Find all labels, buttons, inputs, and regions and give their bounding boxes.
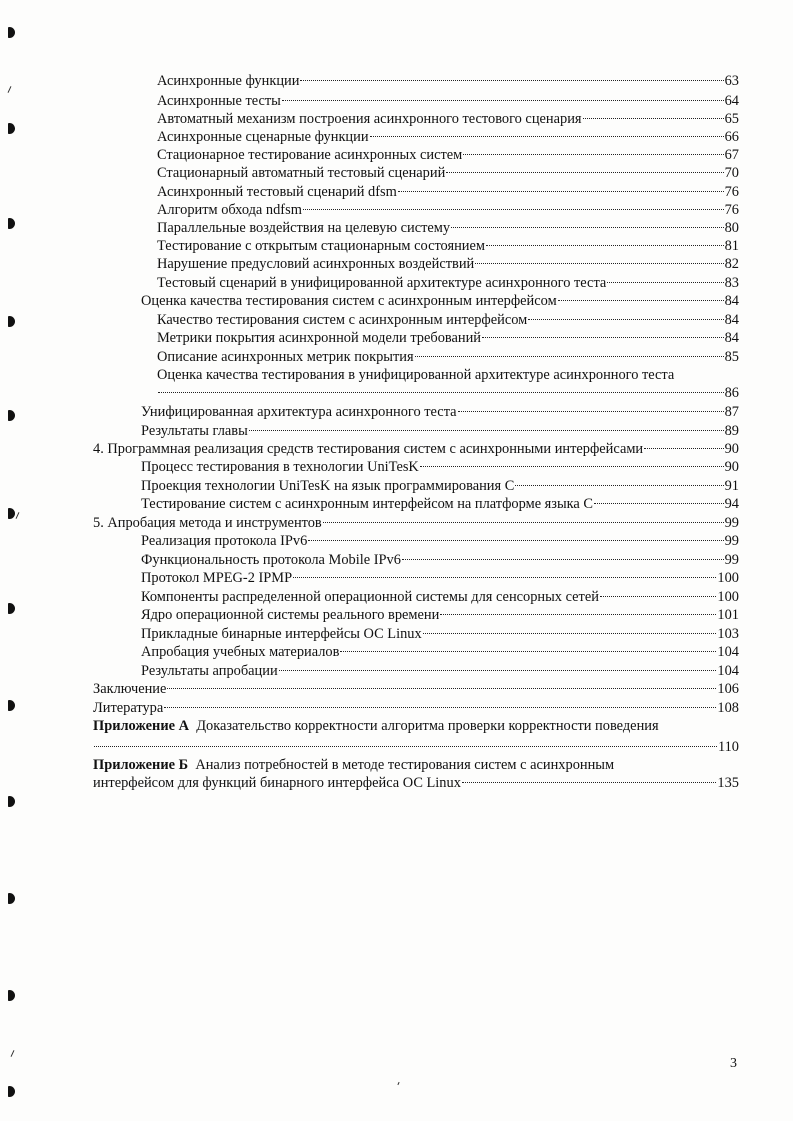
toc-entry-title: Стационарный автоматный тестовый сценарий (157, 165, 446, 181)
toc-entry-page: 103 (717, 626, 739, 642)
dot-leader (370, 136, 724, 137)
dot-leader (463, 154, 723, 155)
dot-leader (607, 282, 723, 283)
dot-leader (486, 245, 724, 246)
dot-leader (462, 782, 717, 783)
toc-entry (141, 662, 739, 680)
toc-entry-page: 87 (724, 404, 739, 420)
toc-entry-page: 90 (724, 459, 739, 475)
toc-entry-title: Оценка качества тестирования в унифицированной архитектуре асинхронного теста (157, 367, 675, 383)
toc-entry-page: 99 (724, 552, 739, 568)
toc-entry-page: 80 (724, 220, 739, 236)
toc-entry-title: Асинхронные тесты (157, 93, 281, 109)
toc-entry (157, 237, 739, 255)
dot-leader (644, 448, 723, 449)
toc-entry (141, 532, 739, 550)
toc-entry-title: Проекция технологии UniTesK на язык программирования С (141, 478, 515, 494)
toc-entry (157, 164, 739, 182)
toc-entry-page: 104 (717, 644, 739, 660)
appendix-a-heading (93, 717, 739, 735)
dot-leader (340, 651, 716, 652)
toc-entry (157, 92, 739, 110)
toc-entry-title: Асинхронные функции (157, 73, 300, 89)
toc-entry-leader-row (93, 738, 739, 756)
toc-entry-title: Асинхронные сценарные функции (157, 129, 369, 145)
toc-entry-title: Стационарное тестирование асинхронных систем (157, 147, 463, 163)
toc-entry (141, 551, 739, 569)
toc-entry-page: 101 (717, 607, 739, 623)
toc-entry (157, 72, 739, 90)
toc-entry (157, 183, 739, 201)
toc-entry (157, 110, 739, 128)
toc-entry-page: 82 (724, 256, 739, 272)
toc-entry (141, 477, 739, 495)
dot-leader (282, 100, 724, 101)
dot-leader (323, 522, 724, 523)
dot-leader (446, 172, 723, 173)
toc-entry (141, 422, 739, 440)
toc-entry-title: Метрики покрытия асинхронной модели требований (157, 330, 481, 346)
toc-entry-page: 135 (717, 775, 739, 791)
toc-entry-page: 63 (724, 73, 739, 89)
toc-entry-page: 100 (717, 589, 739, 605)
toc-entry (141, 625, 739, 643)
toc-entry-title: Тестирование систем с асинхронным интерфейсом на платформе языка С (141, 496, 594, 512)
toc-entry-title: Алгоритм обхода ndfsm (157, 202, 302, 218)
toc-entry-page: 76 (724, 184, 739, 200)
toc-entry-page: 84 (724, 293, 739, 309)
toc-entry-title: Качество тестирования систем с асинхронным интерфейсом (157, 312, 528, 328)
dot-leader (415, 356, 724, 357)
dot-leader (300, 80, 723, 81)
dot-leader (420, 466, 724, 467)
toc-entry-leader-row (93, 774, 739, 792)
toc-entry-title: Результаты главы (141, 423, 248, 439)
toc-entry (157, 128, 739, 146)
toc-entry-title: 5. Апробация метода и инструментов (93, 515, 322, 531)
toc-entry-title: Тестовый сценарий в унифицированной архитектуре асинхронного теста (157, 275, 607, 291)
toc-entry (157, 201, 739, 219)
toc-entry (157, 219, 739, 237)
toc-entry-title: Оценка качества тестирования систем с асинхронным интерфейсом (141, 293, 557, 309)
toc-entry (157, 311, 739, 329)
toc-entry-page: 70 (724, 165, 739, 181)
toc-entry-title: Результаты апробации (141, 663, 278, 679)
dot-leader (158, 392, 724, 393)
dot-leader (167, 688, 716, 689)
toc-entry-title: 4. Программная реализация средств тестирования систем с асинхронными интерфейсами (93, 441, 644, 457)
dot-leader (398, 191, 724, 192)
toc-entry (141, 458, 739, 476)
toc-entry-title: Описание асинхронных метрик покрытия (157, 349, 414, 365)
toc-entry-page: 64 (724, 93, 739, 109)
toc-entry-title: Анализ потребностей в методе тестирования систем с асинхронным (195, 757, 615, 773)
toc-entry-page: 81 (724, 238, 739, 254)
dot-leader (583, 118, 724, 119)
toc-entry (93, 680, 739, 698)
toc-entry-title: Унифицированная архитектура асинхронного теста (141, 404, 457, 420)
toc-entry (141, 569, 739, 587)
toc-entry-page: 91 (724, 478, 739, 494)
toc-entry-page: 99 (724, 515, 739, 531)
toc-entry (157, 329, 739, 347)
toc-entry-title: Функциональность протокола Mobile IPv6 (141, 552, 401, 568)
toc-entry-page: 76 (724, 202, 739, 218)
toc-entry-page: 66 (724, 129, 739, 145)
toc-entry (141, 643, 739, 661)
toc-entry-title: Процесс тестирования в технологии UniTesK (141, 459, 419, 475)
dot-leader (594, 503, 724, 504)
dot-leader (279, 670, 717, 671)
toc-entry-title: Компоненты распределенной операционной системы для сенсорных сетей (141, 589, 599, 605)
toc-entry-title-continued: интерфейсом для функций бинарного интерфейса ОС Linux (93, 775, 461, 791)
dot-leader (482, 337, 724, 338)
dot-leader (528, 319, 723, 320)
toc-entry-title: Литература (93, 700, 164, 716)
toc-entry-title: Нарушение предусловий асинхронных воздействий (157, 256, 475, 272)
toc-entry (157, 366, 739, 402)
toc-entry-leader-row (157, 384, 739, 402)
toc-entry-title: Тестирование с открытым стационарным состоянием (157, 238, 485, 254)
toc-entry (157, 348, 739, 366)
toc-entry-page: 99 (724, 533, 739, 549)
toc-entry-page: 85 (724, 349, 739, 365)
dot-leader (440, 614, 716, 615)
toc-entry-appendix-b (93, 756, 739, 792)
toc-entry (141, 588, 739, 606)
dot-leader (303, 209, 724, 210)
dot-leader (308, 540, 723, 541)
toc-entry-page: 94 (724, 496, 739, 512)
toc-entry-title: Протокол MPEG-2 IPMP (141, 570, 293, 586)
dot-leader (515, 485, 723, 486)
toc-entry-page: 106 (717, 681, 739, 697)
toc-entry-title: Реализация протокола IPv6 (141, 533, 308, 549)
toc-entry (141, 606, 739, 624)
toc-entry-page: 86 (724, 385, 739, 401)
dot-leader (475, 263, 723, 264)
toc-entry-title: Заключение (93, 681, 167, 697)
toc-entry (157, 274, 739, 292)
toc-entry-title: Ядро операционной системы реального времени (141, 607, 440, 623)
toc-entry-page: 104 (717, 663, 739, 679)
toc-entry-title: Прикладные бинарные интерфейсы ОС Linux (141, 626, 422, 642)
dot-leader (402, 559, 724, 560)
toc-entry-title: Доказательство корректности алгоритма проверки корректности поведения (196, 718, 659, 734)
toc-entry-page: 67 (724, 147, 739, 163)
toc-entry-page: 83 (724, 275, 739, 291)
toc-entry (141, 495, 739, 513)
toc-entry-page: 89 (724, 423, 739, 439)
appendix-b-heading (93, 756, 739, 774)
toc-entry (141, 403, 739, 421)
toc-entry (157, 146, 739, 164)
toc-entry-title: Асинхронный тестовый сценарий dfsm (157, 184, 397, 200)
toc-entry-title: Параллельные воздействия на целевую систему (157, 220, 451, 236)
toc-entry-page: 65 (724, 111, 739, 127)
appendix-label: Приложение А (93, 718, 189, 734)
toc-entry-page: 90 (724, 441, 739, 457)
dot-leader (458, 411, 724, 412)
toc-entry-page: 84 (724, 312, 739, 328)
dot-leader (423, 633, 717, 634)
dot-leader (164, 707, 716, 708)
dot-leader (600, 596, 716, 597)
appendix-label: Приложение Б (93, 757, 189, 773)
dot-leader (451, 227, 724, 228)
page-number: 3 (730, 1056, 737, 1071)
toc-entry-title: Апробация учебных материалов (141, 644, 340, 660)
toc-entry (93, 514, 739, 532)
dot-leader (94, 746, 717, 747)
toc-entry-page: 84 (724, 330, 739, 346)
toc-entry-page: 110 (717, 739, 739, 755)
toc-entry-page: 100 (717, 570, 739, 586)
toc-entry (141, 292, 739, 310)
toc-entry (93, 699, 739, 717)
dot-leader (558, 300, 724, 301)
toc-entry-title: Автоматный механизм построения асинхронного тестового сценария (157, 111, 582, 127)
dot-leader (249, 430, 724, 431)
toc-entry (157, 255, 739, 273)
toc-entry-page: 108 (717, 700, 739, 716)
toc-entry-appendix-a (93, 717, 739, 756)
toc-entry (93, 440, 739, 458)
dot-leader (293, 577, 716, 578)
